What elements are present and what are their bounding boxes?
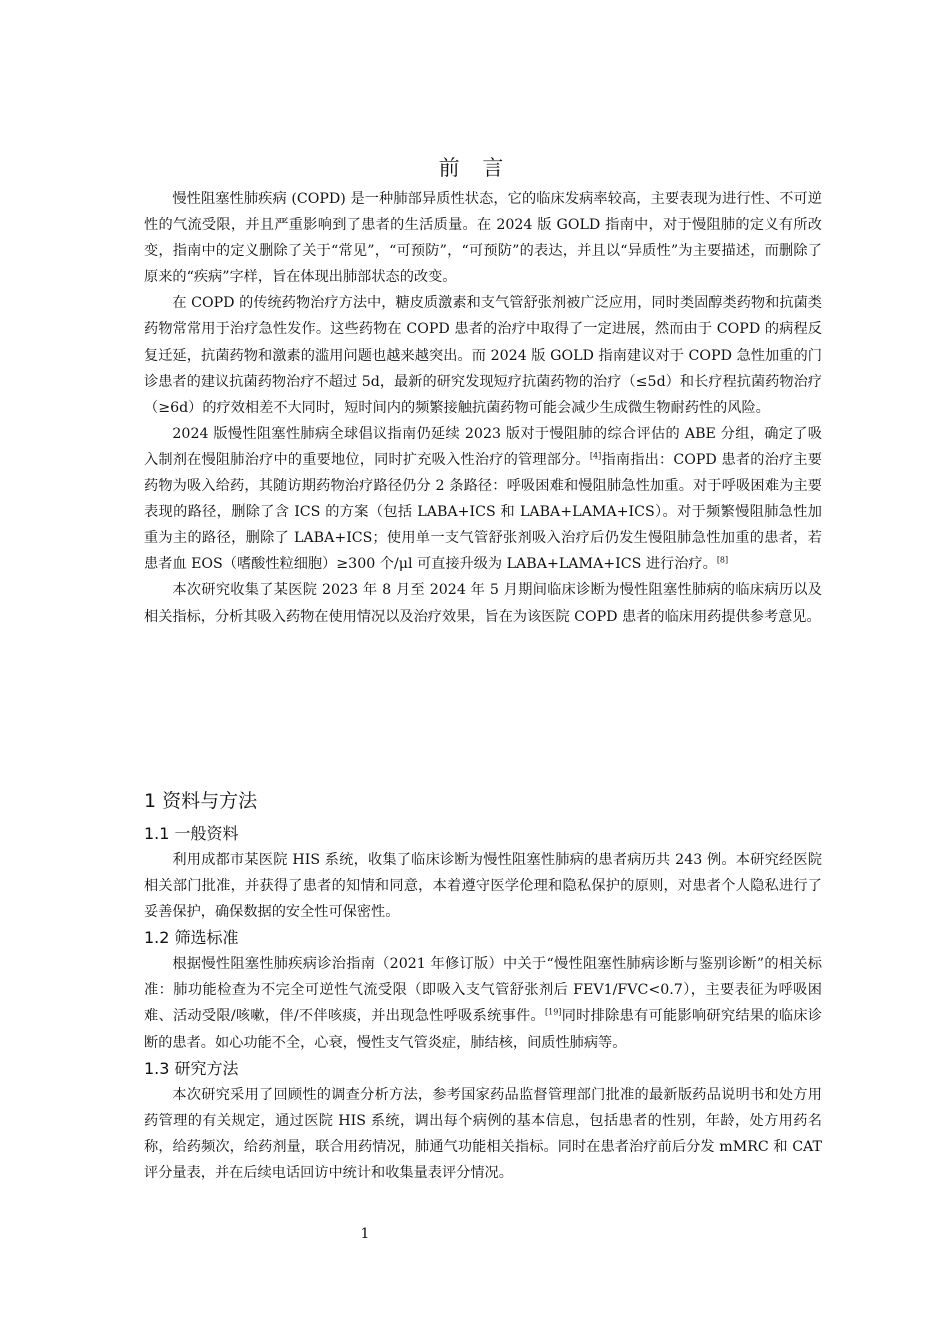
page-number: 1 [360, 1226, 370, 1242]
citation-ref-8: [8] [716, 555, 729, 565]
section-1-body [144, 821, 822, 1186]
section-1-2-text [144, 951, 822, 1055]
citation-ref-19: [19] [545, 1007, 562, 1017]
preface-paragraph-3-part-b: 指南指出：COPD 患者的治疗主要药物为吸入给药，其随访期药物治疗路径仍分 2 条路径：呼吸困难和慢阻肺急性加重。对于呼吸困难为主要表现的路径，删除了含 ICS 的方案（包括 LABA+ICS 和 LABA+LAMA+ICS）。对于频繁慢阻肺急性加重为主的路径，删除了 LABA+ICS；使用单一支气管舒张剂吸入治疗后仍发生慢阻肺急性加重的患者，若患者血 EOS（嗜酸性粒细胞）≥300 个/μl 可直接升级为 LABA+LAMA+ICS 进行治疗。 [144, 451, 822, 573]
preface-paragraph-2: 在 COPD 的传统药物治疗方法中，糖皮质激素和支气管舒张剂被广泛应用，同时类固醇类药物和抗菌类药物常常用于治疗急性发作。这些药物在 COPD 患者的治疗中取得了一定进展，然而由于 COPD 的病程反复迁延，抗菌药物和激素的滥用问题也越来越突出。而 2024 版 GOLD 指南建议对于 COPD 急性加重的门诊患者的建议抗菌药物治疗不超过 5d，最新的研究发现短疗抗菌药物的治疗（≤5d）和长疗程抗菌药物治疗（≥6d）的疗效相差不大同时，短时间内的频繁接触抗菌药物可能会减少生成微生物耐药性的风险。 [144, 295, 822, 416]
preface-paragraph-3-part-a: 2024 版慢性阻塞性肺病全球倡议指南仍延续 2023 版对于慢阻肺的综合评估的 ABE 分组，确定了吸入制剂在慢阻肺治疗中的重要地位，同时扩充吸入性治疗的管理部分。 [144, 425, 822, 468]
section-1-1-text: 利用成都市某医院 HIS 系统，收集了临床诊断为慢性阻塞性肺病的患者病历共 243 例。本研究经医院相关部门批准，并获得了患者的知情和同意，本着遵守医学伦理和隐私保护的原则，对患者个人隐私进行了妥善保护，确保数据的安全性可保密性。 [144, 852, 822, 921]
section-1-2-heading: 1.2 筛选标准 [144, 928, 239, 948]
preface-paragraph-3 [144, 421, 822, 578]
citation-ref-4: [4] [589, 451, 602, 461]
section-1-1-heading: 1.1 一般资料 [144, 824, 239, 843]
section-1-3-heading: 1.3 研究方法 [144, 1058, 239, 1078]
preface-paragraph-4: 本次研究收集了某医院 2023 年 8 月至 2024 年 5 月期间临床诊断为慢性阻塞性肺病的临床病历以及相关指标，分析其吸入药物在使用情况以及治疗效果，旨在为该医院 COPD 患者的临床用药提供参考意见。 [144, 582, 822, 625]
preface-body [144, 186, 822, 630]
section-1-heading: 1 资料与方法 [144, 790, 258, 812]
page-title: 前 言 [438, 156, 512, 180]
preface-paragraph-1: 慢性阻塞性肺疾病 (COPD) 是一种肺部异质性状态，它的临床发病率较高，主要表现为进行性、不可逆性的气流受限，并且严重影响到了患者的生活质量。在 2024 版 GOLD 指南中，对于慢阻肺的定义有所改变，指南中的定义删除了关于“常见”，“可预防”，“可预防”的表达，并且以“异质性”为主要描述，而删除了原来的“疾病”字样，旨在体现出肺部状态的改变。 [144, 191, 822, 286]
section-1-3-text: 本次研究采用了回顾性的调查分析方法，参考国家药品监督管理部门批准的最新版药品说明书和处方用药管理的有关规定，通过医院 HIS 系统，调出每个病例的基本信息，包括患者的性别，年龄，处方用药名称，给药频次，给药剂量，联合用药情况，肺通气功能相关指标。同时在患者治疗前后分发 mMRC 和 CAT 评分量表，并在后续电话回访中统计和收集量表评分情况。 [144, 1086, 822, 1181]
section-1-2-text-part-a: 根据慢性阻塞性肺疾病诊治指南（2021 年修订版）中关于“慢性阻塞性肺病诊断与鉴别诊断”的相关标准：肺功能检查为不完全可逆性气流受限（即吸入支气管舒张剂后 FEV1/FVC<0.7），主要表征为呼吸困难、活动受限/咳嗽，伴/不伴咳痰，并出现急性呼吸系统事件。 [144, 956, 822, 1025]
section-1-2-text-part-b: 同时排除患有可能影响研究结果的临床诊断的患者。如心功能不全，心衰，慢性支气管炎症，肺结核，间质性肺病等。 [144, 1008, 822, 1051]
